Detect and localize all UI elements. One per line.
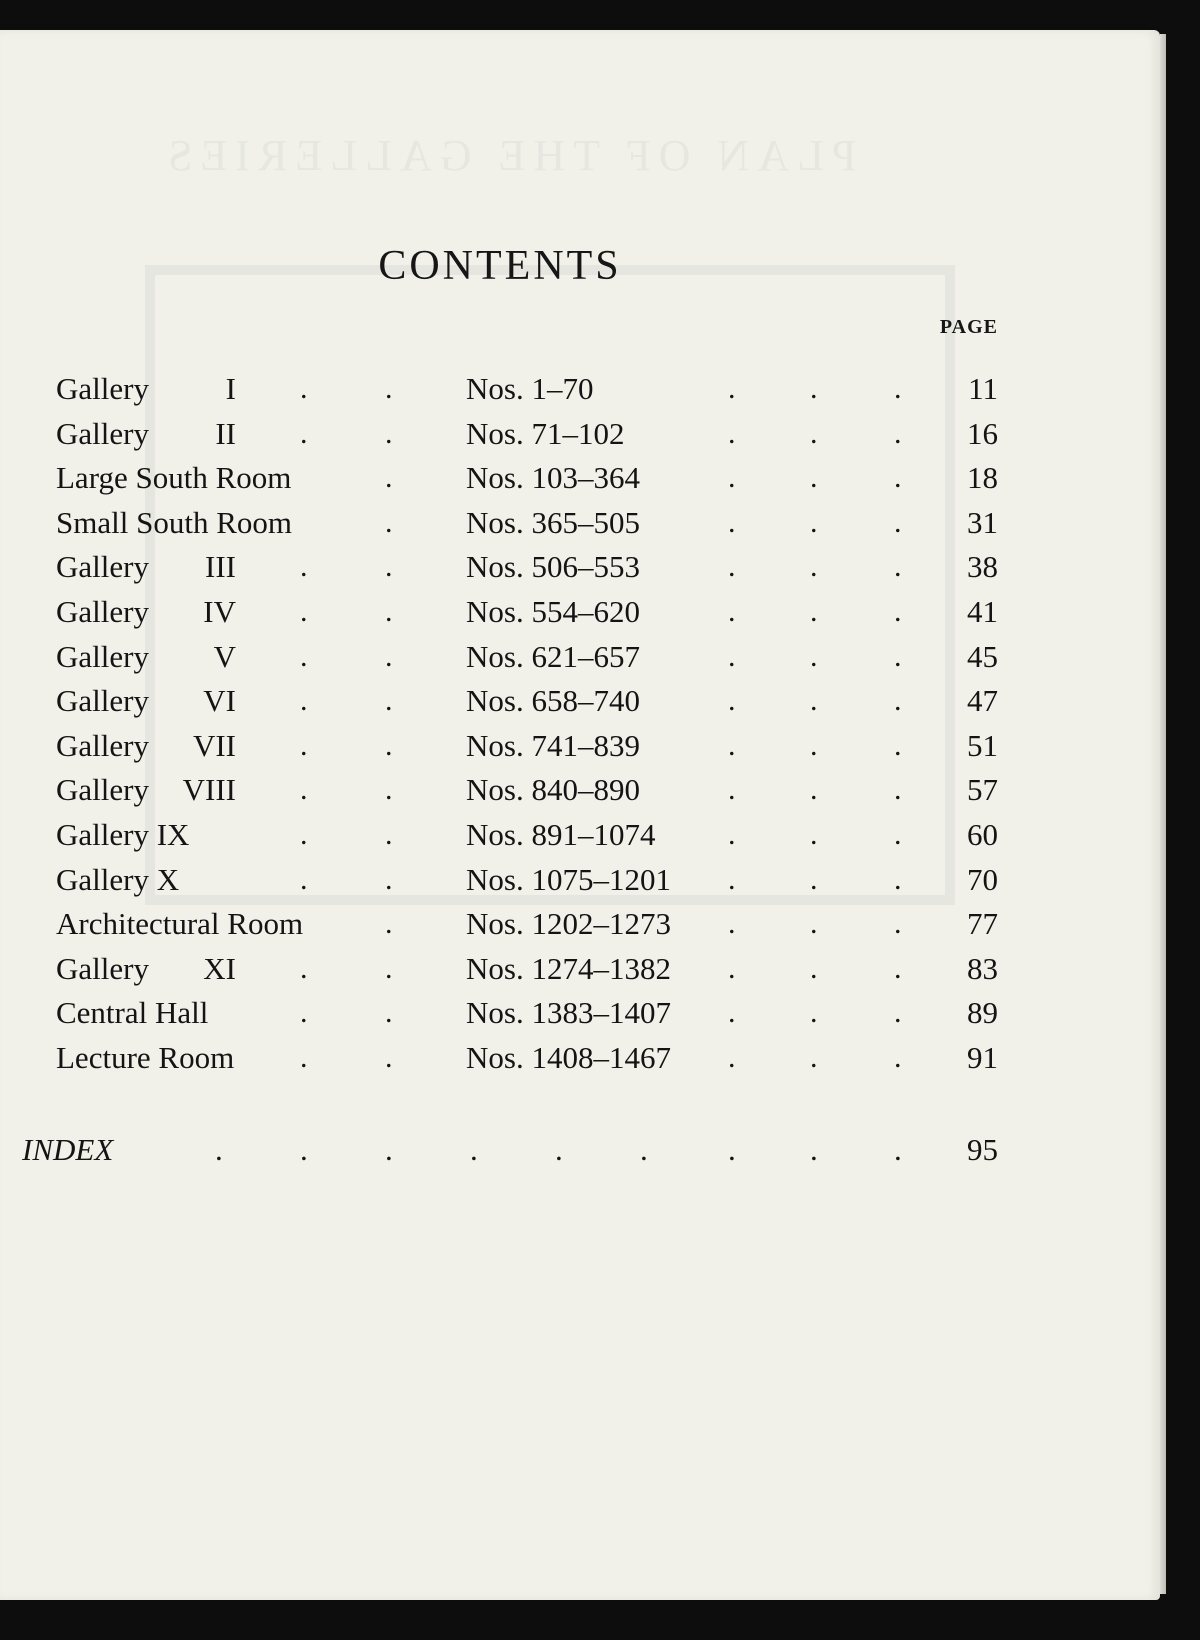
toc-entry-page-number: 51 xyxy=(967,727,998,763)
leader-dot: . xyxy=(894,907,902,941)
toc-row xyxy=(0,858,1160,902)
leader-dot: . xyxy=(640,1132,648,1167)
leader-dot: . xyxy=(300,996,308,1030)
toc-entry-page-number: 18 xyxy=(967,460,998,496)
leader-dot: . xyxy=(385,951,393,985)
toc-entry-numeral: IV xyxy=(203,594,236,629)
leader-dot: . xyxy=(894,372,902,405)
leader-dot: . xyxy=(385,728,393,762)
leader-dot: . xyxy=(300,818,308,851)
leader-dot: . xyxy=(810,1041,818,1074)
toc-entry-range: Nos. 506–553 xyxy=(466,549,640,585)
toc-row xyxy=(0,724,1160,768)
toc-entry-numeral: VI xyxy=(203,683,236,719)
toc-row xyxy=(0,635,1160,679)
index-page-number: 95 xyxy=(967,1132,998,1167)
toc-entry-page-number: 70 xyxy=(967,861,998,897)
table-of-contents xyxy=(0,30,1160,1230)
leader-dot: . xyxy=(728,550,736,584)
toc-entry-page-number: 47 xyxy=(967,683,998,719)
leader-dot: . xyxy=(728,1132,736,1167)
leader-dot: . xyxy=(894,505,902,539)
leader-dot: . xyxy=(894,416,902,450)
leader-dot: . xyxy=(728,639,736,673)
page-title: CONTENTS xyxy=(378,243,622,289)
toc-entry-range: Nos. 71–102 xyxy=(466,415,625,451)
toc-entry-range: Nos. 103–364 xyxy=(466,460,640,496)
leader-dot: . xyxy=(810,372,818,405)
leader-dot: . xyxy=(385,461,393,495)
toc-entry-range: Nos. 1075–1201 xyxy=(466,861,671,897)
leader-dot: . xyxy=(894,773,902,807)
leader-dot: . xyxy=(728,505,736,539)
toc-entry-numeral: VIII xyxy=(182,772,236,808)
leader-dot: . xyxy=(810,416,818,450)
toc-entry-name: Gallery X xyxy=(56,861,180,897)
toc-entry-page-number: 41 xyxy=(967,594,998,629)
toc-entry-range: Nos. 1408–1467 xyxy=(466,1040,671,1075)
leader-dot: . xyxy=(385,818,393,851)
toc-entry-range: Nos. 621–657 xyxy=(466,638,640,674)
toc-row xyxy=(0,1036,1160,1080)
leader-dot: . xyxy=(894,1041,902,1074)
leader-dot: . xyxy=(300,862,308,896)
leader-dot: . xyxy=(300,1041,308,1074)
leader-dot: . xyxy=(728,996,736,1030)
toc-row xyxy=(0,679,1160,723)
leader-dot: . xyxy=(300,773,308,807)
toc-row xyxy=(0,367,1160,411)
toc-row xyxy=(0,456,1160,500)
toc-entry-range: Nos. 840–890 xyxy=(466,772,640,808)
page-column-label: PAGE xyxy=(939,316,998,338)
toc-entry-name: Lecture Room xyxy=(56,1040,235,1075)
leader-dot: . xyxy=(894,639,902,673)
toc-entry-name: Gallery IX xyxy=(56,817,190,852)
toc-entry-name: Large South Room xyxy=(56,460,292,496)
toc-entry-numeral: VII xyxy=(192,727,236,763)
toc-entry-range: Nos. 1383–1407 xyxy=(466,995,671,1031)
toc-entry-numeral: V xyxy=(213,638,236,674)
toc-row xyxy=(0,501,1160,545)
leader-dot: . xyxy=(894,595,902,628)
toc-entry-name: Gallery xyxy=(56,683,149,719)
leader-dot: . xyxy=(810,773,818,807)
toc-entry-numeral: III xyxy=(205,549,236,585)
leader-dot: . xyxy=(728,416,736,450)
leader-dot: . xyxy=(810,684,818,718)
leader-dot: . xyxy=(810,595,818,628)
leader-dot: . xyxy=(810,550,818,584)
toc-entry-range: Nos. 554–620 xyxy=(466,594,640,629)
toc-entry-page-number: 77 xyxy=(967,906,998,942)
index-entry xyxy=(0,1128,1160,1172)
toc-entry-page-number: 11 xyxy=(968,371,998,406)
toc-row xyxy=(0,412,1160,456)
toc-entry-name: Small South Room xyxy=(56,504,292,540)
leader-dot: . xyxy=(894,461,902,495)
leader-dot: . xyxy=(894,996,902,1030)
leader-dot: . xyxy=(810,818,818,851)
leader-dot: . xyxy=(385,639,393,673)
leader-dot: . xyxy=(555,1132,563,1167)
toc-row xyxy=(0,947,1160,991)
leader-dot: . xyxy=(728,907,736,941)
leader-dot: . xyxy=(300,728,308,762)
toc-entry-page-number: 83 xyxy=(967,950,998,986)
leader-dot: . xyxy=(728,372,736,405)
leader-dot: . xyxy=(385,416,393,450)
leader-dot: . xyxy=(810,639,818,673)
leader-dot: . xyxy=(385,773,393,807)
toc-entry-page-number: 57 xyxy=(967,772,998,808)
leader-dot: . xyxy=(215,1132,223,1167)
toc-row xyxy=(0,545,1160,589)
leader-dot: . xyxy=(728,818,736,851)
leader-dot: . xyxy=(385,996,393,1030)
toc-entry-numeral: II xyxy=(215,415,236,451)
leader-dot: . xyxy=(894,951,902,985)
toc-entry-name: Gallery xyxy=(56,549,149,585)
leader-dot: . xyxy=(810,728,818,762)
toc-entry-page-number: 60 xyxy=(967,817,998,852)
toc-entry-page-number: 31 xyxy=(967,504,998,540)
leader-dot: . xyxy=(385,595,393,628)
leader-dot: . xyxy=(728,862,736,896)
toc-entry-name: Gallery xyxy=(56,727,149,763)
leader-dot: . xyxy=(894,684,902,718)
leader-dot: . xyxy=(300,639,308,673)
toc-entry-page-number: 91 xyxy=(967,1040,998,1075)
leader-dot: . xyxy=(894,728,902,762)
leader-dot: . xyxy=(300,372,308,405)
book-page xyxy=(0,30,1160,1600)
leader-dot: . xyxy=(300,416,308,450)
toc-entry-name: Gallery xyxy=(56,415,149,451)
toc-row xyxy=(0,590,1160,634)
leader-dot: . xyxy=(385,372,393,405)
leader-dot: . xyxy=(728,773,736,807)
leader-dot: . xyxy=(728,728,736,762)
leader-dot: . xyxy=(810,996,818,1030)
toc-entry-name: Gallery xyxy=(56,950,149,986)
toc-entry-name: Gallery xyxy=(56,772,149,808)
leader-dot: . xyxy=(810,505,818,539)
toc-entry-page-number: 16 xyxy=(967,415,998,451)
toc-entry-name: Central Hall xyxy=(56,995,209,1031)
toc-entry-page-number: 45 xyxy=(967,638,998,674)
leader-dot: . xyxy=(300,684,308,718)
leader-dot: . xyxy=(810,862,818,896)
toc-entry-page-number: 89 xyxy=(967,995,998,1031)
toc-entry-name: Gallery xyxy=(56,594,149,629)
leader-dot: . xyxy=(728,595,736,628)
toc-entry-range: Nos. 741–839 xyxy=(466,727,640,763)
toc-entry-range: Nos. 1–70 xyxy=(466,371,594,406)
toc-entry-range: Nos. 1202–1273 xyxy=(466,906,671,942)
toc-entry-page-number: 38 xyxy=(967,549,998,585)
leader-dot: . xyxy=(894,862,902,896)
leader-dot: . xyxy=(894,550,902,584)
toc-entry-numeral: I xyxy=(225,371,236,406)
leader-dot: . xyxy=(810,951,818,985)
toc-entry-name: Gallery xyxy=(56,638,149,674)
page-edge xyxy=(1160,34,1166,1594)
index-label: INDEX xyxy=(22,1132,114,1167)
toc-entry-numeral: XI xyxy=(203,950,236,986)
leader-dot: . xyxy=(810,1132,818,1167)
toc-entry-range: Nos. 1274–1382 xyxy=(466,950,671,986)
leader-dot: . xyxy=(470,1132,478,1167)
leader-dot: . xyxy=(385,907,393,941)
leader-dot: . xyxy=(385,550,393,584)
leader-dot: . xyxy=(300,550,308,584)
leader-dot: . xyxy=(894,1132,902,1167)
leader-dot: . xyxy=(728,461,736,495)
toc-entry-range: Nos. 891–1074 xyxy=(466,817,656,852)
leader-dot: . xyxy=(810,461,818,495)
leader-dot: . xyxy=(300,1132,308,1167)
leader-dot: . xyxy=(385,862,393,896)
leader-dot: . xyxy=(385,684,393,718)
bleed-through-title: PLAN OF THE GALLERIES xyxy=(160,131,857,180)
leader-dot: . xyxy=(728,1041,736,1074)
leader-dot: . xyxy=(300,595,308,628)
leader-dot: . xyxy=(385,1132,393,1167)
leader-dot: . xyxy=(894,818,902,851)
leader-dot: . xyxy=(728,684,736,718)
leader-dot: . xyxy=(385,505,393,539)
toc-entry-name: Gallery xyxy=(56,371,149,406)
toc-row xyxy=(0,768,1160,812)
leader-dot: . xyxy=(728,951,736,985)
toc-row xyxy=(0,991,1160,1035)
toc-entry-range: Nos. 658–740 xyxy=(466,683,640,719)
toc-entry-range: Nos. 365–505 xyxy=(466,504,640,540)
toc-entry-name: Architectural Room xyxy=(56,906,304,942)
leader-dot: . xyxy=(385,1041,393,1074)
leader-dot: . xyxy=(300,951,308,985)
toc-row xyxy=(0,813,1160,857)
leader-dot: . xyxy=(810,907,818,941)
toc-row xyxy=(0,902,1160,946)
